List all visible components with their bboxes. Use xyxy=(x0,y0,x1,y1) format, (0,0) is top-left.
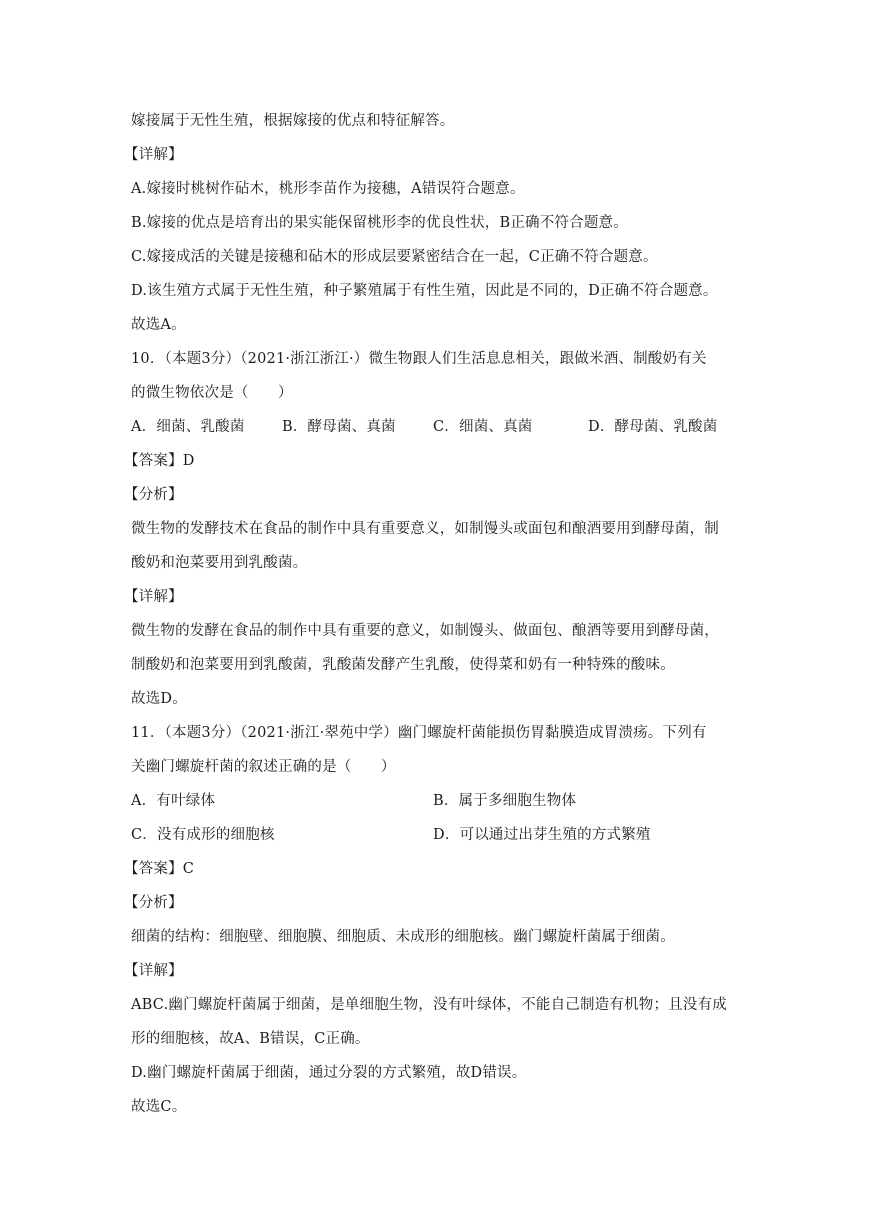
question-11-stem: 11．（本题3分）（2021·浙江·翠苑中学）幽门螺旋杆菌能损伤胃黏膜造成胃溃疡。下列有 xyxy=(131,725,707,741)
question-11-options-row-1 xyxy=(131,784,751,818)
detail-item-b: B.嫁接的优点是培育出的果实能保留桃形李的优良性状，B正确不符合题意。 xyxy=(131,215,628,231)
option-b: B．酵母菌、真菌 xyxy=(282,419,396,435)
analysis-text: 微生物的发酵技术在食品的制作中具有重要意义，如制馒头或面包和酿酒要用到酵母菌，制 xyxy=(131,521,719,537)
detail-text: ABC.幽门螺旋杆菌属于细菌，是单细胞生物，没有叶绿体，不能自己制造有机物；且没有成 xyxy=(131,997,727,1013)
analysis-heading: 【分析】 xyxy=(124,487,183,503)
detail-text-cont: 制酸奶和泡菜要用到乳酸菌，乳酸菌发酵产生乳酸，使得菜和奶有一种特殊的酸味。 xyxy=(131,657,675,673)
detail-heading: 【详解】 xyxy=(124,147,183,163)
question-11-stem-cont: 关幽门螺旋杆菌的叙述正确的是（ ） xyxy=(131,759,396,775)
document-body xyxy=(124,104,751,1124)
option-b: B．属于多细胞生物体 xyxy=(433,793,577,809)
choose-text: 故选A。 xyxy=(131,317,186,333)
option-a: A．有叶绿体 xyxy=(131,793,216,809)
option-c: C．没有成形的细胞核 xyxy=(131,827,275,843)
option-c: C．细菌、真菌 xyxy=(433,419,533,435)
detail-item-d: D.该生殖方式属于无性生殖，种子繁殖属于有性生殖，因此是不同的，D正确不符合题意。 xyxy=(131,283,718,299)
question-10-stem-cont: 的微生物依次是（ ） xyxy=(131,385,293,401)
detail-heading: 【详解】 xyxy=(124,589,183,605)
detail-item-c: C.嫁接成活的关键是接穗和砧木的形成层要紧密结合在一起，C正确不符合题意。 xyxy=(131,249,658,265)
question-10-options xyxy=(131,410,751,444)
detail-text-d: D.幽门螺旋杆菌属于细菌，通过分裂的方式繁殖，故D错误。 xyxy=(131,1065,527,1081)
option-d: D．可以通过出芽生殖的方式繁殖 xyxy=(433,827,651,843)
analysis-heading: 【分析】 xyxy=(124,895,183,911)
answer-text: 【答案】D xyxy=(124,453,195,469)
detail-item-a: A.嫁接时桃树作砧木，桃形李苗作为接穗，A错误符合题意。 xyxy=(131,181,525,197)
intro-text: 嫁接属于无性生殖，根据嫁接的优点和特征解答。 xyxy=(131,113,455,129)
option-a: A．细菌、乳酸菌 xyxy=(131,419,245,435)
choose-text: 故选C。 xyxy=(131,1099,187,1115)
option-d: D．酵母菌、乳酸菌 xyxy=(588,419,718,435)
analysis-text: 细菌的结构：细胞壁、细胞膜、细胞质、未成形的细胞核。幽门螺旋杆菌属于细菌。 xyxy=(131,929,675,945)
detail-text: 微生物的发酵在食品的制作中具有重要的意义，如制馒头、做面包、酿酒等要用到酵母菌， xyxy=(131,623,719,639)
choose-text: 故选D。 xyxy=(131,691,187,707)
detail-text-cont: 形的细胞核，故A、B错误，C正确。 xyxy=(131,1031,370,1047)
question-10-stem: 10．（本题3分）（2021·浙江浙江·）微生物跟人们生活息息相关，跟做米酒、制酸奶有关 xyxy=(131,351,707,367)
answer-text: 【答案】C xyxy=(124,861,195,877)
analysis-text-cont: 酸奶和泡菜要用到乳酸菌。 xyxy=(131,555,308,571)
question-11-options-row-2 xyxy=(131,818,751,852)
detail-heading: 【详解】 xyxy=(124,963,183,979)
